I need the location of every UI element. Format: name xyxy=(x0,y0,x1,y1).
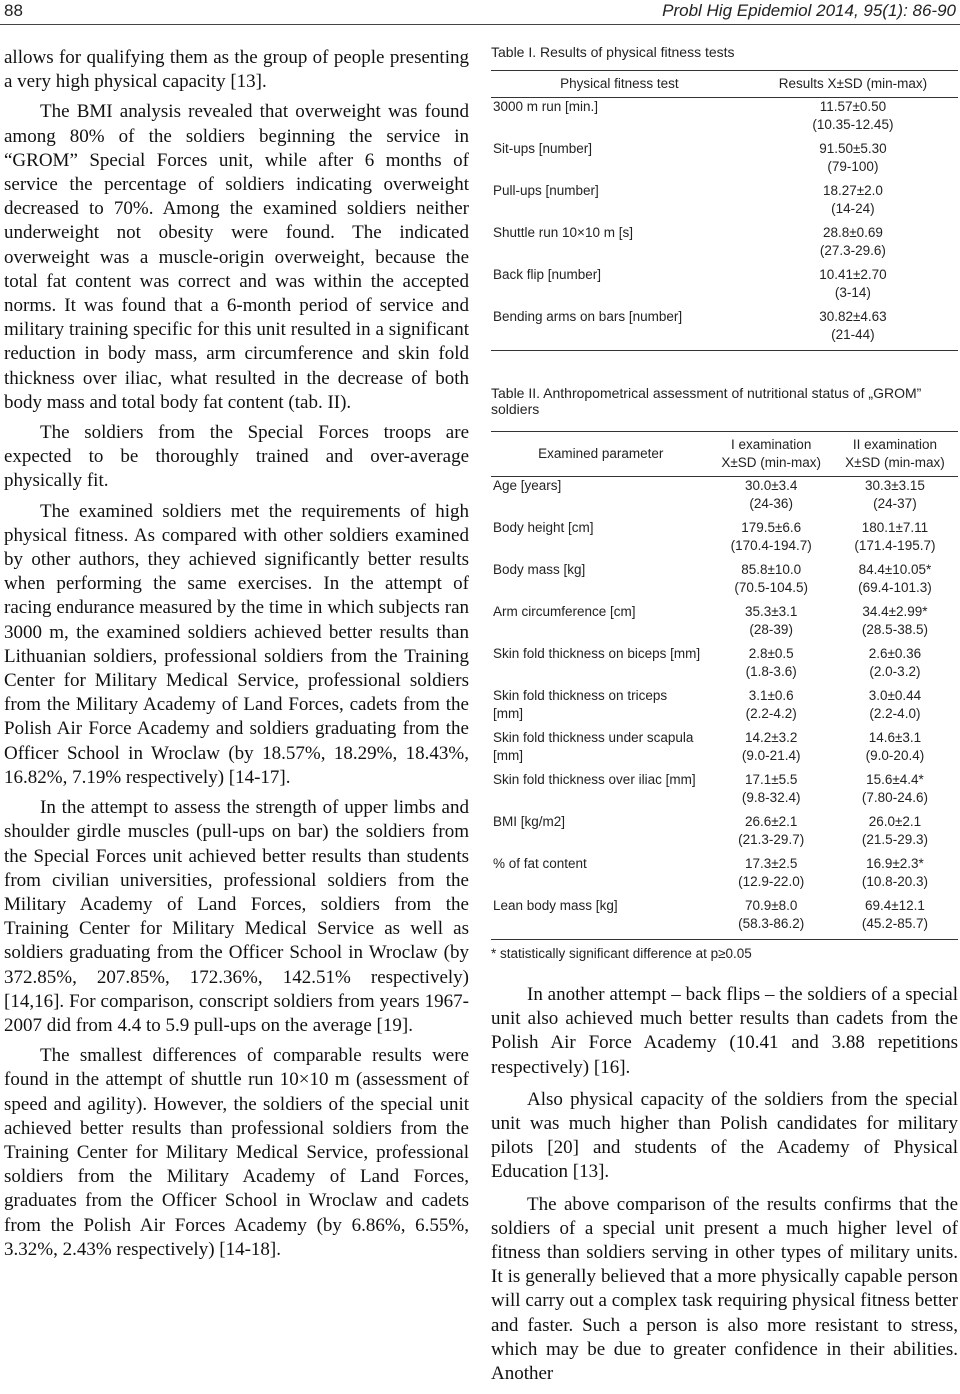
test-name: Back flip [number] xyxy=(493,267,602,282)
exam2-value xyxy=(832,477,958,520)
parameter-name-line: % of fat content xyxy=(493,856,587,871)
table1-header-row xyxy=(491,71,958,98)
exam1-mean: 30.0±3.4 xyxy=(744,478,798,493)
exam2-mean: 3.0±0.44 xyxy=(868,688,922,703)
table-row xyxy=(491,855,958,897)
table-row xyxy=(491,645,958,687)
parameter-name xyxy=(491,855,710,897)
exam1-range: (9.0-21.4) xyxy=(741,748,801,763)
exam2-range: (9.0-20.4) xyxy=(865,748,925,763)
parameter-name xyxy=(491,897,710,940)
exam2-value xyxy=(832,603,958,645)
body-paragraph: allows for qualifying them as the group of people presenting a very high physical capacity [13]. xyxy=(4,47,469,93)
exam2-mean: 34.4±2.99* xyxy=(862,604,928,619)
exam1-value xyxy=(710,645,831,687)
parameter-name xyxy=(491,729,710,771)
exam2-range: (21.5-29.3) xyxy=(861,832,928,847)
exam1-range: (21.3-29.7) xyxy=(738,832,805,847)
exam2-range: (69.4-101.3) xyxy=(858,580,932,595)
exam2-value xyxy=(832,813,958,855)
table2-footnote: * statistically significant difference at p≥0.05 xyxy=(491,946,752,961)
test-name: 3000 m run [min.] xyxy=(493,99,599,114)
body-paragraph: Also physical capacity of the soldiers from the special unit was much higher than Polish candidates for military pilots [20] and students of the Academy of Physical Education [13]. xyxy=(491,1088,958,1183)
exam2-range: (171.4-195.7) xyxy=(854,538,936,553)
test-result xyxy=(748,266,958,308)
exam2-mean: 14.6±3.1 xyxy=(868,730,922,745)
exam1-value xyxy=(710,729,831,771)
exam2-subtitle: X±SD (min-max) xyxy=(845,455,945,470)
result-mean: 28.8±0.69 xyxy=(822,225,883,240)
parameter-name xyxy=(491,645,710,687)
parameter-name xyxy=(491,687,710,729)
result-mean: 11.57±0.50 xyxy=(819,99,887,114)
exam1-range: (12.9-22.0) xyxy=(738,874,805,889)
parameter-name xyxy=(491,477,710,520)
table-row xyxy=(491,813,958,855)
table-row xyxy=(491,182,958,224)
result-mean: 91.50±5.30 xyxy=(819,141,887,156)
exam2-range: (7.80-24.6) xyxy=(861,790,928,805)
result-range: (14-24) xyxy=(831,201,875,216)
result-mean: 10.41±2.70 xyxy=(819,267,887,282)
exam2-mean: 15.6±4.4* xyxy=(866,772,924,787)
exam2-range: (28.5-38.5) xyxy=(861,622,928,637)
parameter-name-line: BMI [kg/m2] xyxy=(493,814,566,829)
exam2-title: II examination xyxy=(852,437,937,452)
exam2-range: (2.0-3.2) xyxy=(869,664,921,679)
exam2-mean: 30.3±3.15 xyxy=(864,478,925,493)
page-header xyxy=(0,0,960,25)
test-result xyxy=(748,140,958,182)
body-paragraph: The above comparison of the results confirms that the soldiers of a special unit present a much higher level of fitness than soldiers serving in other types of military units. It is generally believed that a more physically capable person will carry out a complex task requiring physical fitness better and faster. Such a person is also more resistant to stress, which may be due to greater confidence in their abilities. Another xyxy=(491,1193,958,1385)
exam1-range: (70.5-104.5) xyxy=(734,580,808,595)
parameter-name xyxy=(491,813,710,855)
body-paragraph: The soldiers from the Special Forces troops are expected to be thoroughly trained and over-average physically fit. xyxy=(4,422,469,492)
parameter-name-line: Skin fold thickness on biceps [mm] xyxy=(493,646,701,661)
exam1-value xyxy=(710,855,831,897)
test-name: Pull-ups [number] xyxy=(493,183,599,198)
table-row xyxy=(491,561,958,603)
parameter-name xyxy=(491,561,710,603)
exam2-range: (2.2-4.0) xyxy=(869,706,921,721)
exam2-value xyxy=(832,645,958,687)
table2-anthropometric xyxy=(491,431,958,940)
parameter-name xyxy=(491,771,710,813)
result-range: (10.35-12.45) xyxy=(812,117,894,132)
parameter-name-line: Skin fold thickness under scapula xyxy=(493,730,694,745)
parameter-name-line: Age [years] xyxy=(493,478,562,493)
parameter-name-line: Body mass [kg] xyxy=(493,562,586,577)
exam1-value xyxy=(710,477,831,520)
body-paragraph: The smallest differences of comparable results were found in the attempt of shuttle run 10×10 m (assessment of speed and agility). However, the soldiers of the special unit achieved better results than professional soldiers from the Training Center for Military Medical Service, professional soldiers from the Military Academy of Land Forces, graduates from the Officer School in Wroclaw and cadets from the Polish Air Forces Academy (by 6.86%, 6.55%, 3.32%, 2.43% respectively) [14-18]. xyxy=(4,1045,469,1260)
test-result xyxy=(748,182,958,224)
table-row xyxy=(491,687,958,729)
table2-header-param: Examined parameter xyxy=(491,432,710,477)
parameter-name-line: Body height [cm] xyxy=(493,520,594,535)
exam1-value xyxy=(710,519,831,561)
table-row xyxy=(491,140,958,182)
right-text xyxy=(491,983,958,1386)
table-row xyxy=(491,266,958,308)
result-range: (21-44) xyxy=(831,327,875,342)
table-row xyxy=(491,224,958,266)
table1-caption: Table I. Results of physical fitness tests xyxy=(491,44,735,60)
test-name: Sit-ups [number] xyxy=(493,141,593,156)
exam1-range: (170.4-194.7) xyxy=(730,538,812,553)
exam2-value xyxy=(832,771,958,813)
exam1-mean: 26.6±2.1 xyxy=(744,814,798,829)
parameter-name xyxy=(491,603,710,645)
table-row xyxy=(491,98,958,141)
table-row xyxy=(491,603,958,645)
exam2-mean: 16.9±2.3* xyxy=(866,856,924,871)
exam1-mean: 179.5±6.6 xyxy=(741,520,802,535)
table-row xyxy=(491,729,958,771)
exam1-mean: 17.3±2.5 xyxy=(744,856,798,871)
body-paragraph: The BMI analysis revealed that overweight was found among 80% of the soldiers beginning the service in “GROM” Special Forces unit, while after 6 months of service the percentage of soldiers indicating overweight decreased to 70%. Among the examined soldiers neither underweight not obesity were found. The indicated overweight was a muscle-origin overweight, because the total fat content was correct and was within the accepted norms. It was found that a 6-month period of service and military training specific for this unit resulted in a significant reduction in body mass, arm circumference and skin fold thickness over iliac, what resulted in the decrease of both body mass and total body fat content (tab. II). xyxy=(4,101,469,413)
exam2-mean: 84.4±10.05* xyxy=(858,562,932,577)
exam1-value xyxy=(710,687,831,729)
parameter-name-line: Arm circumference [cm] xyxy=(493,604,636,619)
parameter-name-line: Skin fold thickness on triceps xyxy=(493,688,668,703)
left-text-column xyxy=(4,46,469,1268)
exam1-mean: 2.8±0.5 xyxy=(748,646,794,661)
exam2-value xyxy=(832,729,958,771)
result-mean: 18.27±2.0 xyxy=(822,183,883,198)
right-column xyxy=(491,44,958,1394)
table2-header-exam2 xyxy=(832,432,958,477)
exam1-value xyxy=(710,897,831,940)
table2-body xyxy=(491,477,958,940)
exam2-value xyxy=(832,897,958,940)
exam1-mean: 3.1±0.6 xyxy=(748,688,794,703)
exam1-range: (1.8-3.6) xyxy=(745,664,797,679)
parameter-name-line: [mm] xyxy=(493,748,523,763)
table-row xyxy=(491,477,958,520)
parameter-name xyxy=(491,519,710,561)
exam2-value xyxy=(832,687,958,729)
parameter-name-line: Lean body mass [kg] xyxy=(493,898,618,913)
exam2-mean: 2.6±0.36 xyxy=(868,646,922,661)
exam1-title: I examination xyxy=(731,437,812,452)
test-result xyxy=(748,224,958,266)
table2-header-row xyxy=(491,432,958,477)
exam2-range: (10.8-20.3) xyxy=(861,874,928,889)
table1-physical-fitness xyxy=(491,70,958,351)
table-row xyxy=(491,897,958,940)
test-result xyxy=(748,98,958,141)
exam1-subtitle: X±SD (min-max) xyxy=(721,455,822,470)
parameter-name-line: [mm] xyxy=(493,706,523,721)
exam2-range: (24-37) xyxy=(873,496,917,511)
exam1-range: (24-36) xyxy=(749,496,793,511)
exam1-range: (28-39) xyxy=(749,622,793,637)
exam1-mean: 35.3±3.1 xyxy=(744,604,798,619)
test-result xyxy=(748,308,958,351)
exam1-value xyxy=(710,561,831,603)
exam1-value xyxy=(710,813,831,855)
exam1-value xyxy=(710,603,831,645)
exam1-range: (58.3-86.2) xyxy=(738,916,805,931)
table-row xyxy=(491,308,958,351)
result-range: (27.3-29.6) xyxy=(819,243,886,258)
exam2-mean: 26.0±2.1 xyxy=(868,814,922,829)
parameter-name-line: Skin fold thickness over iliac [mm] xyxy=(493,772,696,787)
exam2-mean: 69.4±12.1 xyxy=(864,898,925,913)
test-name: Bending arms on bars [number] xyxy=(491,308,748,351)
table-row xyxy=(491,519,958,561)
table-row xyxy=(491,771,958,813)
exam2-value xyxy=(832,519,958,561)
table1-header-results: Results X±SD (min-max) xyxy=(748,71,958,98)
exam1-range: (9.8-32.4) xyxy=(741,790,801,805)
exam1-mean: 14.2±3.2 xyxy=(744,730,798,745)
exam2-mean: 180.1±7.11 xyxy=(861,520,929,535)
result-range: (79-100) xyxy=(827,159,879,174)
exam2-value xyxy=(832,855,958,897)
exam2-range: (45.2-85.7) xyxy=(861,916,928,931)
exam1-range: (2.2-4.2) xyxy=(745,706,797,721)
journal-citation: Probl Hig Epidemiol 2014, 95(1): 86-90 xyxy=(662,1,956,20)
result-mean: 30.82±4.63 xyxy=(819,309,887,324)
body-paragraph: In another attempt – back flips – the soldiers of a special unit also achieved much better results than cadets from the Polish Air Force Academy (10.41 and 3.88 repetitions respectively) [16]. xyxy=(491,984,958,1078)
exam1-value xyxy=(710,771,831,813)
table1-header-test: Physical fitness test xyxy=(491,71,748,98)
body-paragraph: In the attempt to assess the strength of upper limbs and shoulder girdle muscles (pull-ups on bar) the soldiers from the Special Forces unit achieved better results than students from civilian universities, professional soldiers from the Military Academy of Land Forces, soldiers from the Training Center for Military Medical Service as well as soldiers graduating from the Officer School in Wroclaw (by 372.85%, 207.85%, 172.36%, 142.51% respectively) [14,16]. For comparison, conscript soldiers from years 1967-2007 did from 4.4 to 5.9 pull-ups on the average [19]. xyxy=(4,797,469,1036)
table2-caption: Table II. Anthropometrical assessment of nutritional status of „GROM” soldiers xyxy=(491,385,922,417)
exam2-value xyxy=(832,561,958,603)
body-paragraph: The examined soldiers met the requirements of high physical fitness. As compared with other soldiers examined by other authors, they achieved significantly better results when performing the same exercises. In the attempt of racing endurance measured by the time in which subjects ran 3000 m, the examined soldiers achieved better results than Lithuanian soldiers, professional soldiers from the Training Center for Military Medical Service, professional soldiers from the Military Academy of Land Forces, cadets from the Polish Air Force Academy and soldiers graduating from the Officer School in Wroclaw (by 18.57%, 18.29%, 18.43%, 16.82%, 7.19% respectively) [14-17]. xyxy=(4,500,469,788)
test-name: Shuttle run 10×10 m [s] xyxy=(493,225,633,240)
page-number: 88 xyxy=(4,1,23,20)
table2-header-exam1 xyxy=(710,432,831,477)
result-range: (3-14) xyxy=(834,285,871,300)
exam1-mean: 70.9±8.0 xyxy=(744,898,798,913)
exam1-mean: 85.8±10.0 xyxy=(741,562,802,577)
exam1-mean: 17.1±5.5 xyxy=(744,772,798,787)
